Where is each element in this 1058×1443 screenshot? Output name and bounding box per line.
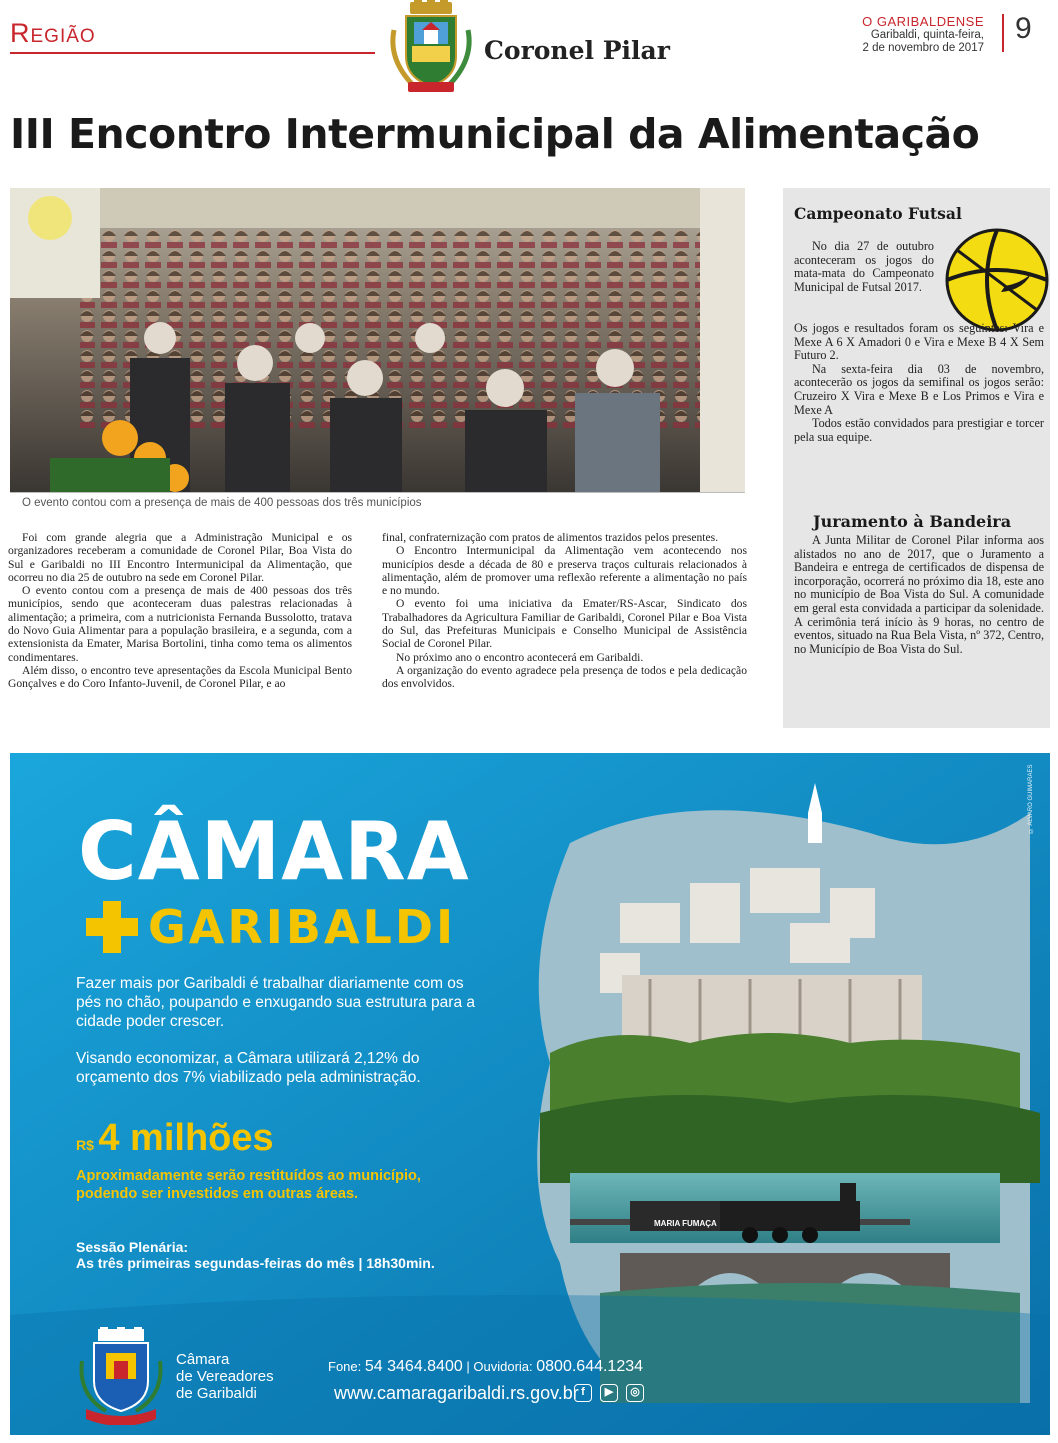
futsal-ball-icon [943,226,1051,334]
futsal-text-b [794,322,1044,444]
article-column-1 [8,531,352,691]
camara-advertisement [10,753,1050,1435]
org-name [176,1351,316,1402]
ad-amount [76,1117,274,1160]
futsal-paragraph: Todos estão convidados para prestigiar e torcer pela sua equipe. [794,416,1044,444]
photo-rule [10,492,745,493]
website-link[interactable]: www.camaragaribaldi.rs.gov.br [334,1383,579,1403]
ad-highlight-text: Aproximadamente serão restituídos ao município, podendo ser investidos em outras áreas. [76,1168,421,1202]
instagram-icon[interactable]: ◎ [626,1384,644,1402]
ad-paragraph-2: Visando economizar, a Câmara utilizará 2,12% do orçamento dos 7% viabilizado pela administração. [76,1050,421,1086]
article-paragraph: O evento foi uma iniciativa da Emater/RS-Ascar, Sindicato dos Trabalhadores da Agricultura Familiar de Garibaldi, Coronel Pilar e Boa Vista do Sul, das Prefeituras Municipais e Conselho Municipal de Assistência Social de Coronel Pilar. [382,597,747,651]
header-rule [10,52,375,54]
session-text: As três primeiras segundas-feiras do mês | 18h30min. [76,1255,435,1271]
date-line-2: 2 de novembro de 2017 [862,42,984,54]
article-paragraph: O Encontro Intermunicipal da Alimentação vem acontecendo nos municípios desde a década de 80 e preserva traços culturais relacionados à alimentação, além de promover uma reflexão referente a alimentação no país e no mundo. [382,544,747,598]
currency-symbol: R$ [76,1137,94,1153]
page-separator [1002,14,1004,52]
town-name: Coronel Pilar [484,36,670,65]
flag-oath-text [794,534,1044,656]
sidebar-box [783,188,1050,728]
article-paragraph: O evento contou com a presença de mais de 400 pessoas dos três municípios, sendo que aconteceram duas palestras relacionadas à alimentação; a primeira, com a nutricionista Fernanda Bussolotto, tratava do Novo Guia Alimentar para a população brasileira, e a segunda, com a extensionista da Emater, Marisa Bortolini, tinha como tema os alimentos condimentares. [8,584,352,664]
contact-line: Fone: 54 3464.8400 | Ouvidoria: 0800.644.1234 [328,1358,644,1375]
section-label: Região [10,18,96,48]
article-paragraph: A organização do evento agradece pela presença de todos e pela dedicação dos envolvidos. [382,663,747,691]
futsal-title: Campeonato Futsal [794,204,962,223]
article-paragraph: No próximo ano o encontro acontecerá em Garibaldi. [396,650,644,664]
futsal-paragraph: No dia 27 de outubro aconteceram os jogos do mata-mata do Campeonato Municipal de Futsal 2017. [794,239,934,294]
org-line-1: Câmara [176,1351,230,1368]
futsal-text-a [794,240,934,294]
facebook-icon[interactable]: f [574,1384,592,1402]
phone-number: 54 3464.8400 [364,1358,463,1375]
ad-paragraph-1: Fazer mais por Garibaldi é trabalhar diariamente com os pés no chão, poupando e enxugando sua estrutura para a cidade poder crescer. [76,975,476,1030]
photo-caption: O evento contou com a presença de mais de 400 pessoas dos três municípios [22,497,422,509]
youtube-icon[interactable]: ▶ [600,1384,618,1402]
phone-label: Fone: [328,1359,362,1374]
article-headline: III Encontro Intermunicipal da Alimentação [10,110,980,158]
page-number: 9 [1015,12,1032,45]
train-sign: MARIA FUMAÇA [654,1219,717,1228]
amount-value: 4 milhões [98,1117,274,1159]
article-paragraph: Foi com grande alegria que a Administração Municipal e os organizadores receberam a comunidade de Coronel Pilar, Boa Vista do Sul e Garibaldi no III Encontro Intermunicipal da Alimentação, que ocorreu no dia 25 de outubro na sede em Coronel Pilar. [8,531,352,584]
date-line-1: Garibaldi, quinta-feira, [870,29,984,41]
plus-icon [86,901,138,953]
article-paragraph: Além disso, o encontro teve apresentações da Escola Municipal Bento Gonçalves e do Coro Infanto-Juvenil, de Coronel Pilar, e ao [8,663,352,691]
article-paragraph: final, confraternização com pratos de alimentos trazidos pelos presentes. [382,531,719,544]
session-title: Sessão Plenária: [76,1239,189,1255]
ad-subtitle: GARIBALDI [148,900,457,954]
flag-oath-title: Juramento à Bandeira [813,512,1012,531]
futsal-paragraph: Na sexta-feira dia 03 de novembro, acontecerão os jogos da semifinal os jogos serão: Cruzeiro X Vira e Mexe B e Los Primos e Vira e Mexe A [794,361,1044,417]
photo-credit: © ALVARO GUIMARÃES [1028,764,1034,833]
article-column-2 [382,531,747,691]
org-line-3: de Garibaldi [176,1385,257,1402]
org-line-2: de Vereadores [176,1368,274,1385]
futsal-paragraph: Os jogos e resultados foram os seguintes: Vira e Mexe A 6 X Amadori 0 e Vira e Mexe B 4 X Sem Futuro 2. [794,321,1044,363]
event-photo [10,188,745,492]
ombudsman-number: 0800.644.1234 [536,1358,644,1375]
newspaper-name: O GARIBALDENSE [862,14,984,29]
ad-title: CÂMARA [78,805,470,898]
coronel-pilar-crest-icon [384,0,478,100]
masthead [862,14,984,55]
ombudsman-label: Ouvidoria: [473,1359,533,1374]
garibaldi-crest-icon [76,1327,166,1425]
flag-oath-paragraph: A Junta Militar de Coronel Pilar informa aos alistados no ano de 2017, que o Juramento a Bandeira e entrega de certificados de dispensa de incorporação, ocorrerá no próximo dia 18, este ano no município de Boa Vista do Sul. A comunidade em geral esta convidada a participar da solenidade. A cerimônia terá início às 9 horas, no centro de eventos, situado na Rua Bela Vista, nº 372, Centro, no Município de Boa Vista do Sul. [794,533,1044,656]
